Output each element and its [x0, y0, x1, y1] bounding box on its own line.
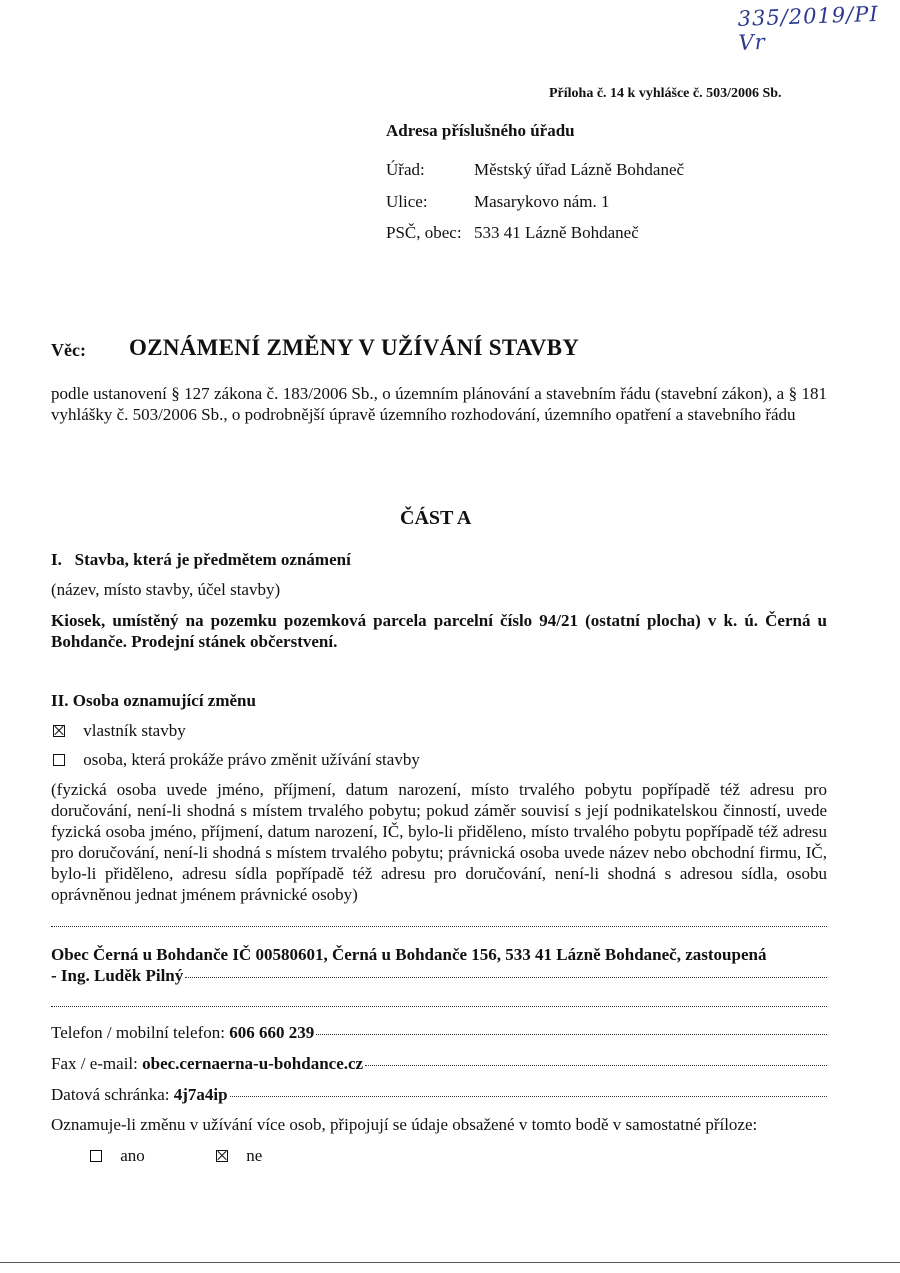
fax-field[interactable]	[51, 1054, 827, 1074]
dotted-fill	[316, 1034, 827, 1035]
dotted-fill	[365, 1065, 827, 1066]
building-description: Kiosek, umístěný na pozemku pozemková parcela parcelní číslo 94/21 (ostatní plocha) v k. ú. Černá u Bohdanče. Prodejní stánek občerstvení.	[51, 611, 827, 651]
office-label: Úřad:	[386, 160, 425, 179]
office-row-ulice	[386, 192, 610, 212]
multi-applicant-question: Oznamuje-li změnu v užívání více osob, připojují se údaje obsažené v tomto bodě v samostatné příloze:	[51, 1115, 758, 1134]
handwritten-reference: 335/2019/PI Vr	[737, 1, 880, 55]
applicant-line-2	[51, 966, 827, 986]
answer-yes-label: ano	[120, 1146, 145, 1165]
part-a-heading: ČÁST A	[400, 507, 472, 529]
office-label: PSČ, obec:	[386, 223, 462, 242]
phone-field[interactable]	[51, 1023, 827, 1043]
office-heading: Adresa příslušného úřadu	[386, 121, 575, 140]
section-2-title: II. Osoba oznamující změnu	[51, 691, 256, 710]
owner-checkbox[interactable]	[53, 725, 65, 737]
databox-value: 4j7a4ip	[173, 1085, 228, 1104]
legal-basis: podle ustanovení § 127 zákona č. 183/2006 Sb., o územním plánování a stavebním řádu (stavební zákon), a § 181 vyhlášky č. 503/2006 Sb., o podrobnější úpravě územního rozhodování, územního opatření a stavebního řádu	[51, 384, 827, 424]
attachment-note: Příloha č. 14 k vyhlášce č. 503/2006 Sb.	[549, 86, 782, 101]
office-value: 533 41 Lázně Bohdaneč	[474, 223, 639, 242]
databox-field[interactable]	[51, 1085, 827, 1105]
dotted-fill	[185, 977, 827, 978]
applicant-representative: - Ing. Luděk Pilný	[51, 966, 184, 985]
answer-yes[interactable]	[90, 1146, 145, 1166]
page-bottom-rule	[0, 1262, 900, 1263]
no-checkbox[interactable]	[216, 1150, 228, 1162]
subject-label: Věc:	[51, 340, 86, 360]
dotted-line	[51, 926, 827, 927]
option-other-label: osoba, která prokáže právo změnit užívání stavby	[83, 750, 420, 769]
dotted-fill	[230, 1096, 827, 1097]
yes-checkbox[interactable]	[90, 1150, 102, 1162]
office-label: Ulice:	[386, 192, 428, 211]
document-title: OZNÁMENÍ ZMĚNY V UŽÍVÁNÍ STAVBY	[129, 335, 580, 360]
phone-label: Telefon / mobilní telefon:	[51, 1023, 225, 1042]
applicant-instructions: (fyzická osoba uvede jméno, příjmení, datum narození, místo trvalého pobytu popřípadě též adresu pro doručování, není-li shodná s místem trvalého pobytu; pokud záměr souvisí s její podnikatelskou činností, uvede fyzická osoba jméno, příjmení, datum narození, IČ, bylo-li přiděleno, místo trvalého pobytu popřípadě též adresu pro doručování, není-li shodná s místem trvalého pobytu; právnická osoba uvede název nebo obchodní firmu, IČ, bylo-li přiděleno, adresu sídla popřípadě též adresu pro doručování, není-li shodná s adresou sídla, osobu oprávněnou jednat jménem právnické osoby)	[51, 780, 827, 904]
applicant-line-1: Obec Černá u Bohdanče IČ 00580601, Černá u Bohdanče 156, 533 41 Lázně Bohdaneč, zastoupená	[51, 945, 767, 964]
phone-value: 606 660 239	[229, 1023, 315, 1042]
option-other[interactable]	[53, 750, 420, 770]
office-value: Masarykovo nám. 1	[474, 192, 610, 211]
databox-label: Datová schránka:	[51, 1085, 170, 1104]
option-owner[interactable]	[53, 721, 186, 741]
fax-value: obec.cernaerna-u-bohdance.cz	[142, 1054, 364, 1073]
answer-no[interactable]	[216, 1146, 262, 1166]
office-value: Městský úřad Lázně Bohdaneč	[474, 160, 685, 179]
answer-no-label: ne	[246, 1146, 263, 1165]
fax-label: Fax / e-mail:	[51, 1054, 138, 1073]
option-owner-label: vlastník stavby	[83, 721, 186, 740]
dotted-line	[51, 1006, 827, 1007]
other-checkbox[interactable]	[53, 754, 65, 766]
section-1-title: I. Stavba, která je předmětem oznámení	[51, 550, 351, 569]
section-1-hint: (název, místo stavby, účel stavby)	[51, 580, 281, 599]
office-row-urad	[386, 160, 684, 180]
office-row-psc	[386, 223, 639, 243]
